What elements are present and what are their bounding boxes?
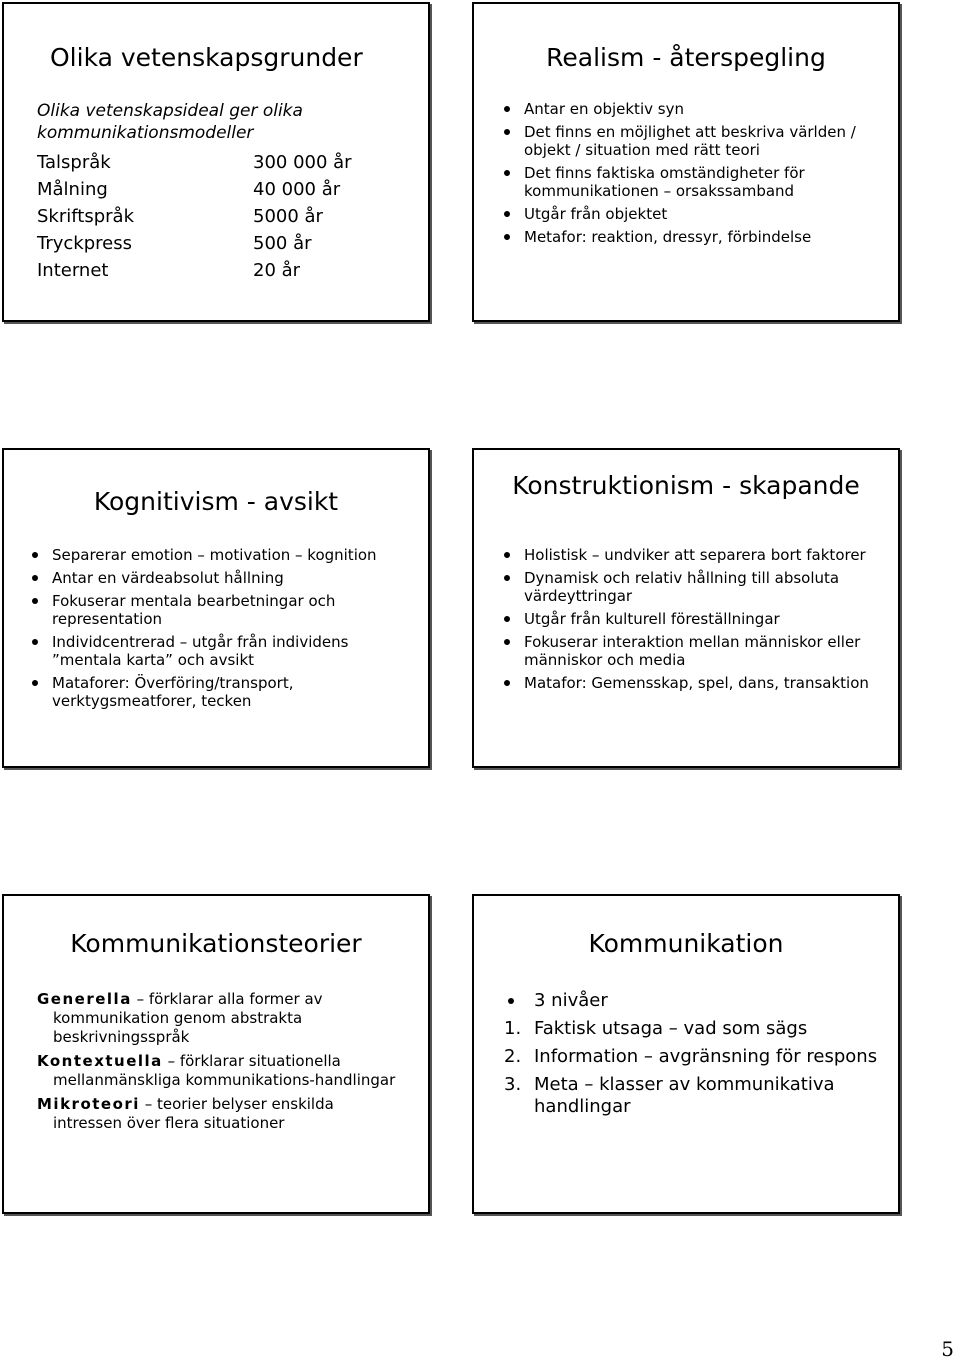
page-number: 5 bbox=[941, 1337, 954, 1361]
theory-text: – teorier belyser enskilda intressen över flera situationer bbox=[53, 1095, 334, 1132]
theory-name: Generella bbox=[37, 990, 132, 1008]
list-item bbox=[504, 100, 894, 118]
bullet-icon bbox=[504, 616, 510, 622]
list-item bbox=[504, 1046, 884, 1068]
list-item bbox=[504, 164, 894, 200]
list-item-text: Meta – klasser av kommunikativa handlingar bbox=[534, 1074, 835, 1117]
list-item-text: Fokuserar interaktion mellan människor eller människor och media bbox=[524, 633, 861, 669]
list-item-text: Fokuserar mentala bearbetningar och representation bbox=[52, 592, 336, 628]
medium: Skriftspråk bbox=[37, 206, 134, 227]
bullet-list bbox=[32, 546, 422, 715]
list-item bbox=[504, 569, 894, 605]
medium: Talspråk bbox=[37, 152, 111, 173]
theory-name: Mikroteori bbox=[37, 1095, 140, 1113]
slide-title: Konstruktionism - skapande bbox=[512, 471, 860, 500]
list-number: 2. bbox=[504, 1046, 522, 1067]
list-item-text: Holistisk – undviker att separera bort faktorer bbox=[524, 546, 866, 564]
bullet-icon bbox=[32, 598, 38, 604]
bullet-icon bbox=[504, 552, 510, 558]
slide-title: Kommunikationsteorier bbox=[70, 929, 362, 958]
list-item-text: Individcentrerad – utgår från individens ”mentala karta” och avsikt bbox=[52, 633, 349, 669]
levels-list bbox=[504, 990, 884, 1124]
bullet-icon bbox=[504, 575, 510, 581]
medium: Tryckpress bbox=[37, 233, 132, 254]
list-item bbox=[504, 990, 884, 1012]
bullet-icon bbox=[504, 639, 510, 645]
list-item-text: Faktisk utsaga – vad som sägs bbox=[534, 1018, 808, 1039]
list-number: 3. bbox=[504, 1074, 522, 1095]
list-item bbox=[504, 610, 894, 628]
list-item-text: Det finns en möjlighet att beskriva världen / objekt / situation med rätt teori bbox=[524, 123, 856, 159]
list-item bbox=[504, 546, 894, 564]
slide-subtitle: Olika vetenskapsideal ger olika kommunikationsmodeller bbox=[37, 101, 303, 143]
slide-kognitivism bbox=[2, 448, 430, 768]
age: 20 år bbox=[253, 260, 301, 281]
age: 500 år bbox=[253, 233, 312, 254]
list-item-text: Utgår från kulturell föreställningar bbox=[524, 610, 780, 628]
list-item bbox=[32, 569, 422, 587]
list-item bbox=[32, 674, 422, 710]
bullet-icon bbox=[504, 680, 510, 686]
slide-title: Kommunikation bbox=[588, 929, 784, 958]
theory-item bbox=[37, 990, 407, 1047]
slide-title: Realism - återspegling bbox=[546, 43, 826, 72]
list-item-text: Metafor: reaktion, dressyr, förbindelse bbox=[524, 228, 812, 246]
bullet-icon bbox=[504, 211, 510, 217]
bullet-icon bbox=[504, 129, 510, 135]
bullet-icon bbox=[32, 575, 38, 581]
list-item-text: Antar en objektiv syn bbox=[524, 100, 684, 118]
theory-list bbox=[37, 990, 407, 1138]
theory-item bbox=[37, 1095, 407, 1133]
medium: Internet bbox=[37, 260, 109, 281]
list-item-text: Dynamisk och relativ hållning till absoluta värdeyttringar bbox=[524, 569, 840, 605]
list-item bbox=[504, 205, 894, 223]
bullet-icon bbox=[32, 552, 38, 558]
bullet-icon bbox=[504, 170, 510, 176]
bullet-icon bbox=[504, 234, 510, 240]
bullet-icon bbox=[32, 639, 38, 645]
theory-item bbox=[37, 1052, 407, 1090]
theory-text: – förklarar situationella mellanmänskliga kommunikations-handlingar bbox=[53, 1052, 396, 1089]
age: 300 000 år bbox=[253, 152, 352, 173]
bullet-list bbox=[504, 100, 894, 251]
medium: Målning bbox=[37, 179, 108, 200]
age: 40 000 år bbox=[253, 179, 341, 200]
list-number: 1. bbox=[504, 1018, 522, 1039]
bullet-icon bbox=[32, 680, 38, 686]
list-item bbox=[32, 546, 422, 564]
slide-title: Kognitivism - avsikt bbox=[93, 487, 339, 516]
age: 5000 år bbox=[253, 206, 323, 227]
list-item bbox=[504, 1074, 884, 1118]
list-item bbox=[504, 1018, 884, 1040]
slide-vetenskapsgrunder bbox=[2, 2, 430, 322]
list-item-text: Det finns faktiska omständigheter för kommunikationen – orsakssamband bbox=[524, 164, 805, 200]
list-item bbox=[32, 633, 422, 669]
list-item bbox=[504, 123, 894, 159]
theory-text: – förklarar alla former av kommunikation genom abstrakta beskrivningsspråk bbox=[53, 990, 323, 1046]
list-item bbox=[504, 674, 894, 692]
list-item-text: Utgår från objektet bbox=[524, 205, 668, 223]
bullet-icon bbox=[508, 998, 514, 1004]
slide-title: Olika vetenskapsgrunder bbox=[50, 43, 363, 72]
slide-kommunikationsteorier bbox=[2, 894, 430, 1214]
list-item-text: Matafor: Gemensskap, spel, dans, transaktion bbox=[524, 674, 869, 692]
slide-kommunikation bbox=[472, 894, 900, 1214]
list-item bbox=[32, 592, 422, 628]
list-item-text: Mataforer: Överföring/transport, verktygsmeatforer, tecken bbox=[52, 674, 294, 710]
bullet-list bbox=[504, 546, 894, 697]
theory-name: Kontextuella bbox=[37, 1052, 163, 1070]
list-item bbox=[504, 633, 894, 669]
list-item bbox=[504, 228, 894, 246]
list-item-text: 3 nivåer bbox=[534, 990, 608, 1011]
bullet-icon bbox=[504, 106, 510, 112]
list-item-text: Information – avgränsning för respons bbox=[534, 1046, 878, 1067]
list-item-text: Antar en värdeabsolut hållning bbox=[52, 569, 284, 587]
slide-konstruktionism bbox=[472, 448, 900, 768]
slide-realism bbox=[472, 2, 900, 322]
list-item-text: Separerar emotion – motivation – kognition bbox=[52, 546, 377, 564]
